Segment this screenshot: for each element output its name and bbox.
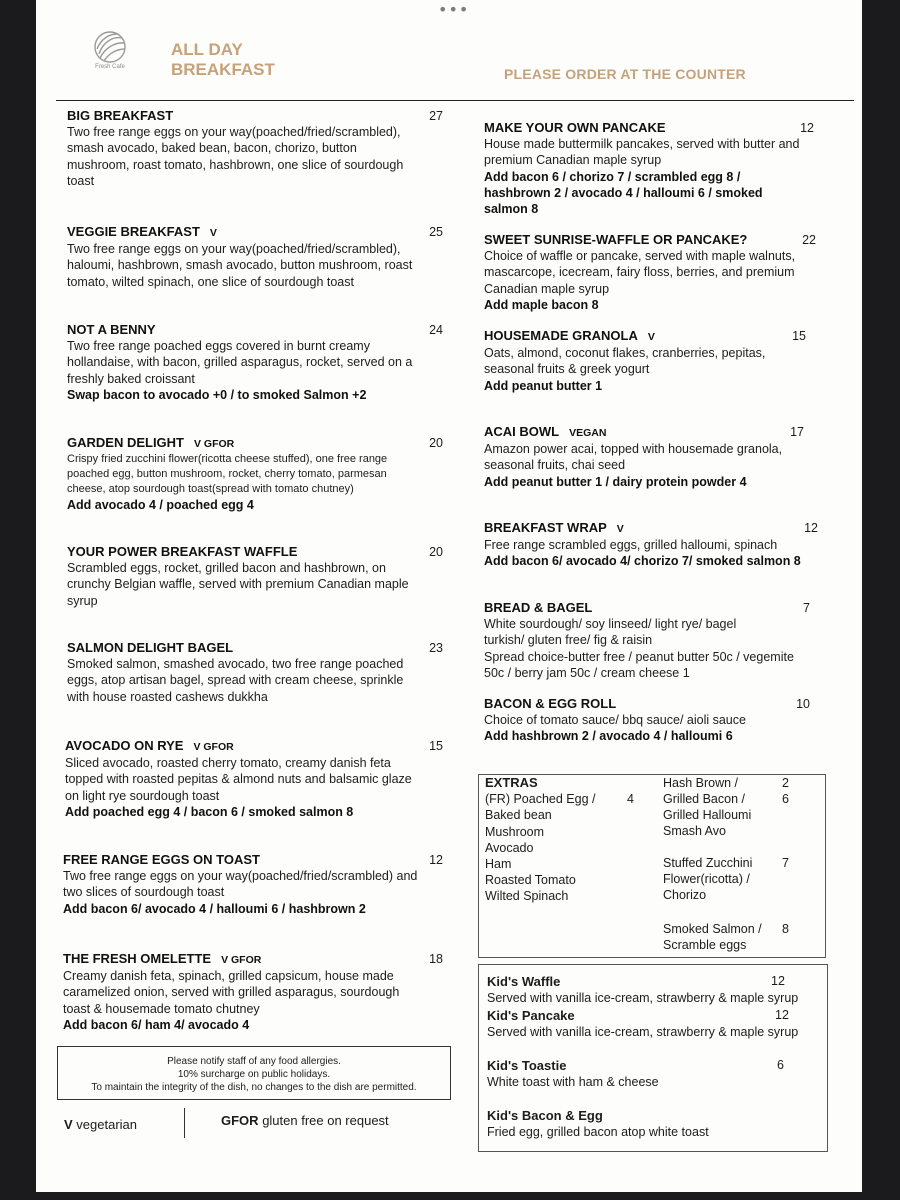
title-line-2: BREAKFAST (171, 60, 275, 79)
extras-title: EXTRAS (485, 775, 538, 790)
extras-item: Stuffed Zucchini (663, 856, 753, 870)
legend-gluten-free (221, 1113, 389, 1128)
menu-item-desc: premium Canadian maple syrup (484, 153, 662, 168)
menu-item (484, 328, 806, 394)
extras-price-2: 2 (782, 776, 789, 790)
menu-item-desc: seasonal fruits, chai seed (484, 458, 626, 473)
menu-item-desc: turkish/ gluten free/ fig & raisin (484, 633, 653, 648)
menu-item-price: 27 (429, 109, 443, 123)
extras-item: Scramble eggs (663, 938, 747, 953)
leaf-logo-icon (93, 30, 127, 64)
menu-item-title: BREAKFAST WRAP (484, 520, 607, 535)
menu-item-desc: Two free range eggs on your way(poached/fried/scrambled) and (63, 869, 418, 883)
logo-text: Fresh Cafe (95, 64, 125, 70)
extras-group-8 (663, 921, 762, 953)
menu-item-name (67, 435, 443, 452)
menu-item-name (484, 328, 806, 345)
menu-item-price: 10 (796, 697, 810, 711)
order-note: PLEASE ORDER AT THE COUNTER (504, 66, 746, 82)
menu-item-price: 12 (804, 521, 818, 535)
menu-item-price: 20 (429, 436, 443, 450)
menu-item-desc: caramelized onion, served with grilled asparagus, sourdough (63, 985, 400, 1000)
kids-item-name: Kid's Waffle (487, 974, 561, 989)
extras-price-7: 7 (782, 856, 789, 870)
extras-item: Wilted Spinach (485, 889, 569, 904)
dietary-tag: V (647, 331, 655, 343)
menu-item-price: 18 (429, 952, 443, 966)
menu-item-title: YOUR POWER BREAKFAST WAFFLE (67, 544, 298, 559)
menu-item-desc: freshly baked croissant (67, 371, 195, 386)
kids-item-desc: Served with vanilla ice-cream, strawberry & maple syrup (487, 991, 799, 1005)
menu-item-price: 12 (800, 121, 814, 135)
extras-item: Grilled Halloumi (663, 808, 752, 823)
more-dots-icon[interactable]: ••• (438, 0, 470, 19)
menu-item-desc: Two free range eggs on your way(poached/fried/scrambled), (67, 242, 401, 256)
kids-item (487, 1007, 825, 1040)
menu-item-title: NOT A BENNY (67, 322, 156, 337)
legend-v-text: vegetarian (76, 1117, 138, 1132)
menu-item-desc: eggs, atop artisan bagel, spread with cream cheese, sprinkle (67, 673, 404, 688)
menu-item-desc: Sliced avocado, roasted cherry tomato, creamy danish feta (65, 756, 391, 770)
menu-item-name (484, 424, 804, 441)
menu-item-name (484, 696, 810, 712)
title-line-1: ALL DAY (171, 40, 243, 59)
dietary-tag: V GFOR (194, 438, 235, 450)
menu-item-title: BACON & EGG ROLL (484, 696, 617, 711)
menu-item-price: 23 (429, 641, 443, 655)
notice-line-1: Please notify staff of any food allergies. (167, 1056, 341, 1067)
menu-item-addon: Add bacon 6/ avocado 4/ chorizo 7/ smoked salmon 8 (484, 554, 801, 569)
menu-item-desc: two slices of sourdough toast (63, 885, 225, 900)
menu-item-name (63, 852, 443, 868)
kids-item-name: Kid's Bacon & Egg (487, 1108, 603, 1123)
menu-item-name (67, 108, 443, 124)
kids-item-name: Kid's Toastie (487, 1058, 567, 1073)
menu-item-name (484, 120, 814, 136)
extras-price-8: 8 (782, 922, 789, 936)
extras-list (485, 791, 595, 904)
menu-item-title: FREE RANGE EGGS ON TOAST (63, 852, 260, 867)
kids-item (487, 1107, 825, 1140)
menu-item-desc: toast (67, 173, 95, 188)
menu-item (484, 424, 804, 490)
menu-item-addon: Swap bacon to avocado +0 / to smoked Salmon +2 (67, 387, 367, 402)
menu-item-name (67, 640, 443, 656)
menu-item-desc: hollandaise, with bacon, grilled asparagus, rocket, served on a (67, 355, 413, 370)
menu-item-price: 24 (429, 323, 443, 337)
extras-item: Baked bean (485, 808, 552, 823)
menu-item-desc: Creamy danish feta, spinach, grilled capsicum, house made (63, 969, 394, 983)
menu-item-price: 17 (790, 425, 804, 439)
menu-item-name (63, 951, 443, 968)
extras-item: Avocado (485, 840, 534, 855)
menu-item-name (484, 520, 818, 537)
menu-item-desc: Two free range eggs on your way(poached/fried/scrambled), (67, 125, 401, 139)
menu-item-name (67, 224, 443, 241)
dietary-tag: V GFOR (221, 954, 262, 966)
menu-item-price: 12 (429, 853, 443, 867)
menu-item-addon: Add bacon 6 / chorizo 7 / scrambled egg 8 / (484, 169, 741, 184)
header-divider (56, 100, 854, 101)
extras-item: Chorizo (663, 888, 707, 903)
menu-item-name (67, 544, 443, 560)
menu-item (67, 544, 443, 609)
menu-item-title: HOUSEMADE GRANOLA (484, 328, 638, 343)
kids-item (487, 973, 825, 1006)
menu-item-price: 15 (792, 329, 806, 343)
menu-item-addon: hashbrown 2 / avocado 4 / halloumi 6 / smoked (484, 185, 763, 200)
extras-price-4: 4 (627, 792, 634, 806)
menu-item-desc: Free range scrambled eggs, grilled halloumi, spinach (484, 538, 778, 552)
menu-item-title: MAKE YOUR OWN PANCAKE (484, 120, 666, 135)
menu-item-title: ACAI BOWL (484, 424, 560, 439)
cafe-logo (86, 30, 134, 86)
menu-item-price: 7 (803, 601, 810, 615)
menu-item-title: SALMON DELIGHT BAGEL (67, 640, 234, 655)
menu-item (484, 120, 814, 217)
menu-item-desc: cheese, atop sourdough toast(spread with tomato chutney) (67, 483, 354, 495)
menu-item-desc: poached egg, button mushroom, rocket, cherry tomato, parmesan (67, 468, 387, 480)
menu-item-addon: Add bacon 6/ ham 4/ avocado 4 (63, 1017, 250, 1032)
extras-item: Grilled Bacon / (663, 792, 745, 806)
menu-item-name (65, 738, 443, 755)
legend-v-key: V (64, 1117, 73, 1132)
legend-vegetarian (64, 1117, 137, 1132)
extras-item: Hash Brown / (663, 776, 739, 790)
menu-item-desc: Two free range poached eggs covered in burnt creamy (67, 339, 370, 353)
menu-item-desc: mushroom, roast tomato, hashbrown, one slice of sourdough (67, 157, 404, 172)
menu-item-desc: Scrambled eggs, rocket, grilled bacon and hashbrown, on (67, 561, 386, 575)
kids-item-name: Kid's Pancake (487, 1008, 575, 1023)
menu-item-desc: with house roasted cashews dukkha (67, 689, 268, 704)
notice-line-2: 10% surcharge on public holidays. (177, 1069, 331, 1080)
menu-item-desc: Amazon power acai, topped with housemade granola, (484, 442, 783, 456)
menu-item-desc: toast & housemade tomato chutney (63, 1001, 260, 1016)
menu-item-desc: White sourdough/ soy linseed/ light rye/ bagel (484, 617, 737, 631)
menu-item-addon: Add peanut butter 1 / dairy protein powder 4 (484, 474, 747, 489)
menu-page (36, 0, 862, 1192)
menu-item-name (67, 322, 443, 338)
kids-item-desc: Fried egg, grilled bacon atop white toast (487, 1125, 709, 1139)
menu-item-desc: on light rye sourdough toast (65, 788, 220, 803)
menu-item-title: SWEET SUNRISE-WAFFLE OR PANCAKE? (484, 232, 748, 247)
menu-item-desc: Choice of waffle or pancake, served with maple walnuts, (484, 249, 796, 263)
menu-item-title: THE FRESH OMELETTE (63, 951, 212, 966)
dietary-tag: V (209, 227, 217, 239)
menu-item-name (484, 600, 810, 616)
extras-item: Smoked Salmon / (663, 922, 762, 936)
menu-item (63, 852, 443, 917)
menu-item-addon: Add peanut butter 1 (484, 378, 603, 393)
menu-item (67, 108, 443, 189)
kids-item-price: 12 (771, 974, 785, 988)
extras-col-1 (485, 775, 595, 905)
menu-item-desc: Oats, almond, coconut flakes, cranberries, pepitas, (484, 346, 766, 360)
kids-item-price: 12 (775, 1008, 789, 1022)
menu-item-name (484, 232, 816, 248)
menu-item (65, 738, 443, 820)
extras-item: Smash Avo (663, 824, 727, 839)
menu-item-price: 25 (429, 225, 443, 239)
legend-g-text: gluten free on request (262, 1113, 389, 1128)
menu-item (67, 322, 443, 403)
legend-g-key: GFOR (221, 1113, 259, 1128)
menu-item (484, 696, 810, 745)
menu-item-addon: Add hashbrown 2 / avocado 4 / halloumi 6 (484, 729, 733, 744)
dietary-tag: V GFOR (193, 741, 234, 753)
menu-title (171, 40, 275, 80)
dietary-tag: V (616, 523, 624, 535)
extras-group-6 (663, 791, 751, 840)
menu-item-title: VEGGIE BREAKFAST (67, 224, 200, 239)
legend-divider (184, 1108, 185, 1138)
menu-item-addon: salmon 8 (484, 202, 539, 217)
extras-item: Flower(ricotta) / (663, 872, 750, 887)
menu-item-price: 20 (429, 545, 443, 559)
menu-item-price: 22 (802, 233, 816, 247)
extras-box (478, 774, 826, 958)
menu-item-desc: House made buttermilk pancakes, served with butter and (484, 137, 800, 151)
menu-item-desc: haloumi, hashbrown, smash avocado, button mushroom, roast (67, 258, 413, 273)
kids-item-price: 6 (777, 1058, 784, 1072)
menu-item-desc: Crispy fried zucchini flower(ricotta cheese stuffed), one free range (67, 453, 388, 465)
menu-item-desc: seasonal fruits & greek yogurt (484, 362, 650, 377)
menu-item-desc: smash avocado, baked bean, bacon, chorizo, button (67, 141, 357, 156)
extras-item: Mushroom (485, 824, 545, 839)
extras-group-7 (663, 855, 752, 904)
menu-item-addon: Add avocado 4 / poached egg 4 (67, 498, 254, 512)
menu-item-addon: Add bacon 6/ avocado 4 / halloumi 6 / hashbrown 2 (63, 901, 366, 916)
menu-item-desc: Spread choice-butter free / peanut butter 50c / vegemite (484, 649, 794, 664)
kids-item-desc: White toast with ham & cheese (487, 1075, 659, 1089)
menu-item-title: AVOCADO ON RYE (65, 738, 184, 753)
extras-item: Ham (485, 857, 512, 872)
allergy-notice (57, 1046, 451, 1100)
menu-item-desc: Canadian maple syrup (484, 281, 610, 296)
menu-item-title: BIG BREAKFAST (67, 108, 174, 123)
kids-menu-box (478, 964, 828, 1152)
menu-item-desc: crunchy Belgian waffle, served with premium Canadian maple (67, 577, 409, 592)
extras-item: (FR) Poached Egg / (485, 792, 596, 807)
extras-price-6: 6 (782, 792, 789, 806)
extras-item: Roasted Tomato (485, 873, 576, 888)
menu-item (67, 640, 443, 705)
menu-item-title: BREAD & BAGEL (484, 600, 593, 615)
menu-item-desc: mascarcope, icecream, fairy floss, berries, and premium (484, 265, 795, 280)
menu-item (484, 232, 816, 313)
menu-item-desc: Choice of tomato sauce/ bbq sauce/ aioli sauce (484, 713, 746, 727)
menu-item-desc: tomato, wilted spinach, one slice of sourdough toast (67, 274, 354, 289)
kids-item-desc: Served with vanilla ice-cream, strawberry & maple syrup (487, 1025, 799, 1039)
menu-item-desc: syrup (67, 593, 98, 608)
menu-item-desc: Smoked salmon, smashed avocado, two free range poached (67, 657, 404, 671)
dietary-tag: VEGAN (569, 427, 607, 439)
menu-item (67, 435, 443, 513)
menu-item-desc: topped with roasted pepitas & almond nuts and balsamic glaze (65, 772, 412, 787)
menu-item-desc: 50c / berry jam 50c / cream cheese 1 (484, 665, 690, 680)
menu-item-price: 15 (429, 739, 443, 753)
notice-line-3: To maintain the integrity of the dish, no changes to the dish are permitted. (91, 1082, 417, 1093)
menu-item (67, 224, 443, 290)
kids-item (487, 1057, 825, 1090)
extras-group-2 (663, 775, 738, 791)
menu-item (63, 951, 443, 1033)
menu-item-addon: Add poached egg 4 / bacon 6 / smoked salmon 8 (65, 804, 354, 819)
menu-item (484, 520, 818, 570)
menu-item-addon: Add maple bacon 8 (484, 297, 599, 312)
menu-item (484, 600, 810, 681)
menu-item-title: GARDEN DELIGHT (67, 435, 184, 450)
